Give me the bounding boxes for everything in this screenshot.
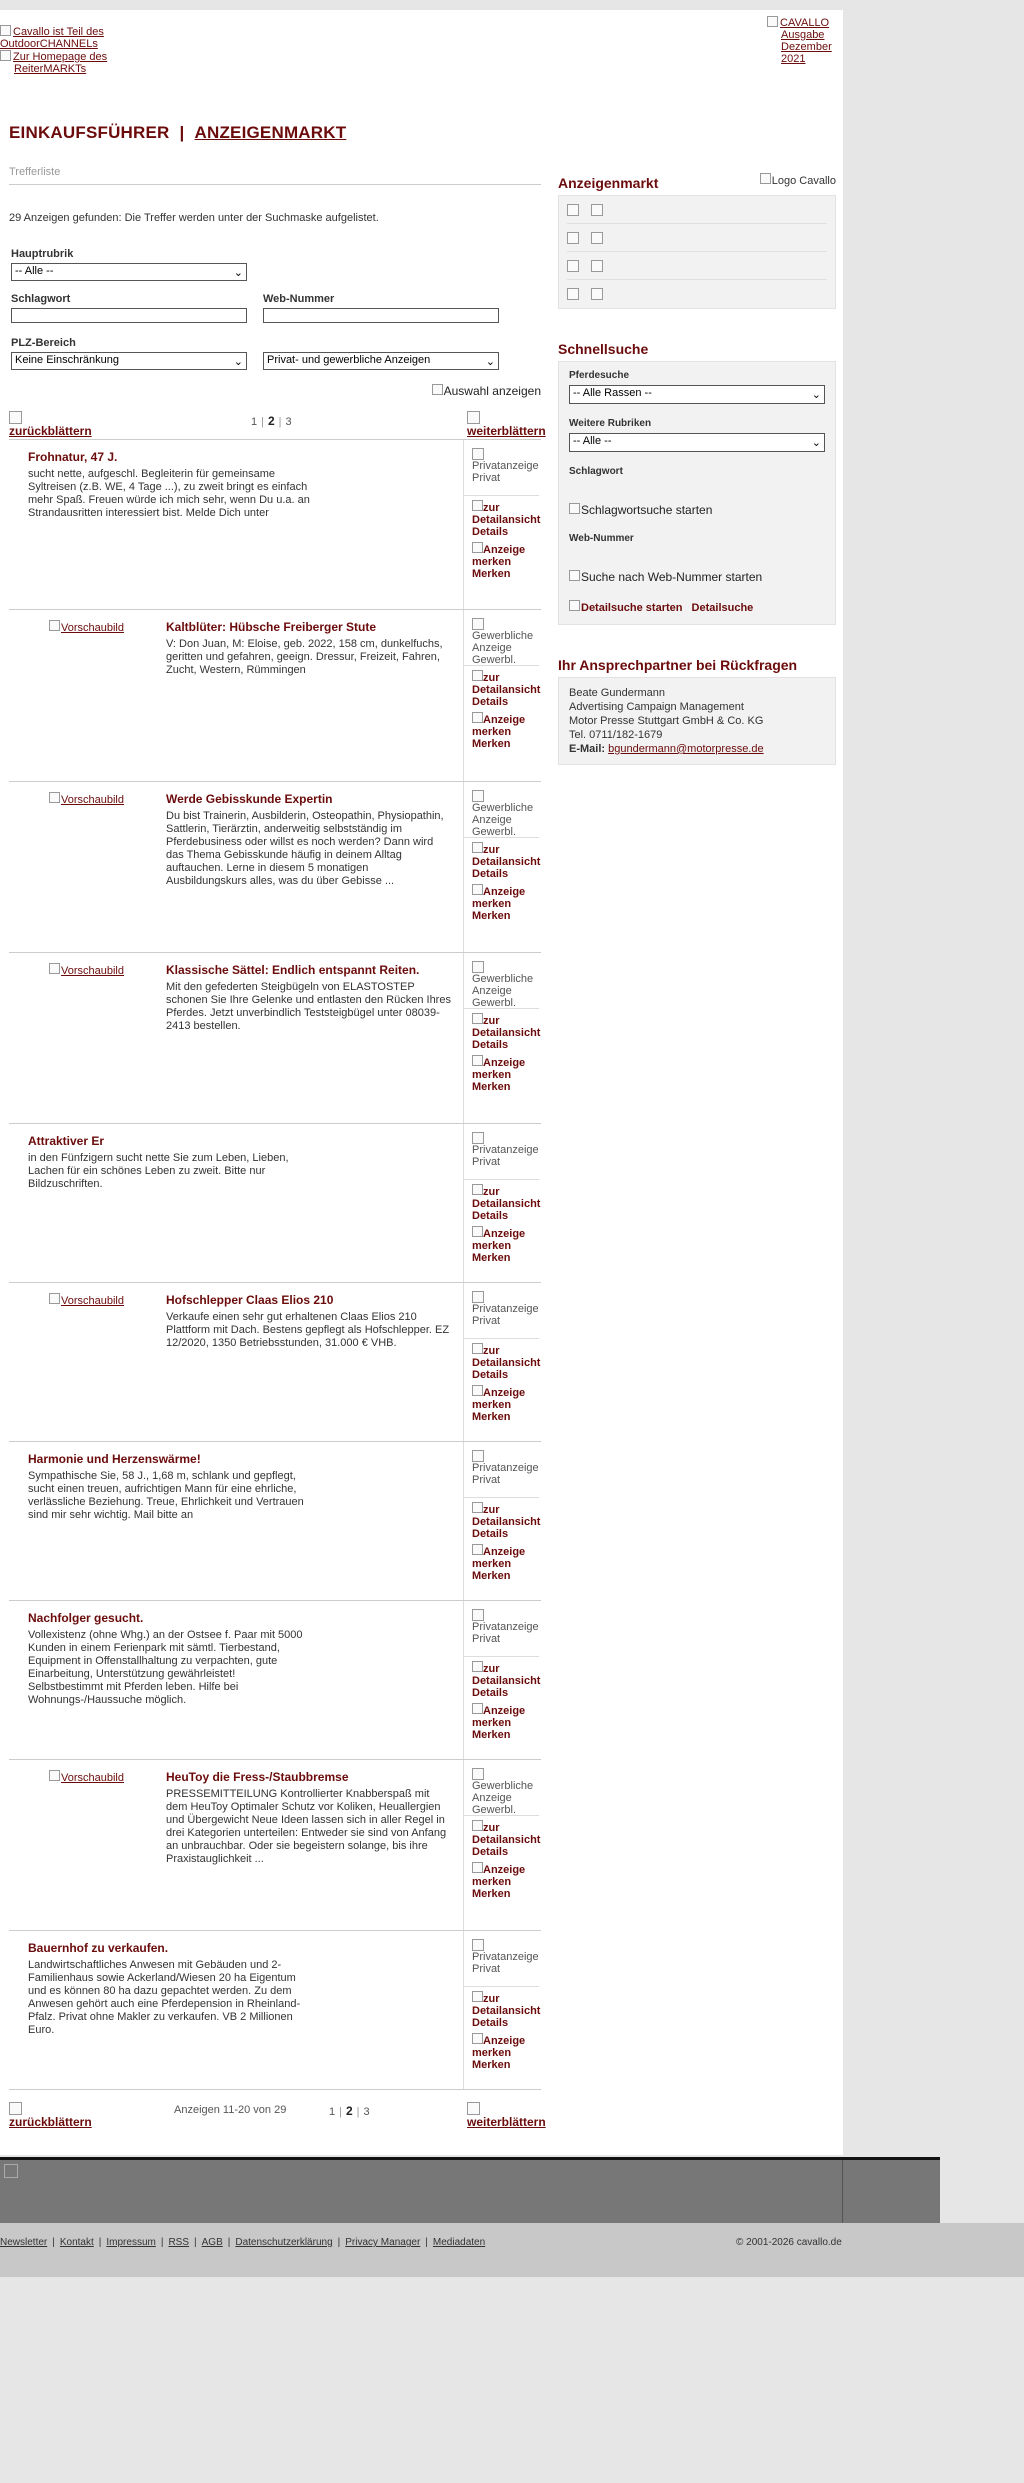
merken-link-label: Anzeige merken <box>472 886 526 910</box>
list-item <box>9 1930 541 2089</box>
issue-link[interactable]: CAVALLO Ausgabe Dezember 2021 <box>767 16 839 65</box>
pferdesuche-value: -- Alle Rassen -- <box>573 387 652 399</box>
schnellsuche-title: Schnellsuche <box>558 341 649 357</box>
listing-title[interactable]: Nachfolger gesucht. <box>28 1611 144 1625</box>
merken-link[interactable] <box>464 1222 539 1264</box>
listing-text: Verkaufe einen sehr gut erhaltenen Claas Elios 210 Plattform mit Dach. Bestens gepflegt als Hofschlepper. EZ 12/2020, 1350 Betriebsstunden, 31.000 € VHB. <box>166 1311 450 1349</box>
chevron-down-icon: ⌄ <box>233 356 243 368</box>
list-item <box>9 952 541 1123</box>
image-icon <box>567 288 579 300</box>
listing-text: sucht nette, aufgeschl. Begleiterin für gemeinsame Syltreisen (z.B. WE, 4 Tage ...), zu zweit bringt es einfach mehr Spaß. Freuen würde ich mich sehr, wenn Du u.a. an Strandausritten interessiert bist. Melde Dich unter <box>28 468 310 519</box>
list-item <box>9 1600 541 1759</box>
list-item <box>9 1759 541 1930</box>
pferdesuche-select[interactable] <box>569 385 825 404</box>
detail-link-text: Details <box>472 526 509 538</box>
listing-type: Gewerbliche Anzeige Gewerbl. <box>464 610 539 666</box>
listing-body <box>166 792 451 888</box>
header-links <box>0 25 120 75</box>
footer-link[interactable]: AGB <box>201 2237 223 2248</box>
detailsuche-row <box>569 600 825 614</box>
image-icon <box>591 288 603 300</box>
merken-link-text: Merken <box>472 1411 511 1423</box>
merken-link-text: Merken <box>472 1081 511 1093</box>
footer-link[interactable]: Kontakt <box>59 2237 94 2248</box>
listing-text: V: Don Juan, M: Eloise, geb. 2022, 158 cm, dunkelfuchs, geritten und gefahren, geeign. Dressur, Freizeit, Fahren, Zucht, Western, Rümmingen <box>166 638 443 676</box>
next-page-button[interactable]: weiterblättern <box>467 411 546 438</box>
detail-link[interactable] <box>464 1657 539 1699</box>
schlagwort-label: Schlagwort <box>11 293 71 305</box>
listing-title[interactable]: Werde Gebisskunde Expertin <box>166 792 333 806</box>
page-separator: | <box>339 2106 342 2118</box>
list-item <box>9 1123 541 1282</box>
footer-separator: | <box>425 2237 428 2248</box>
issue-cover <box>767 16 837 65</box>
anzeigenmarkt-title <box>558 175 836 191</box>
detail-link-label: zur Detailansicht <box>472 1186 541 1210</box>
footer-link[interactable]: RSS <box>168 2237 190 2248</box>
listing-type: Gewerbliche Anzeige Gewerbl. <box>464 953 539 1009</box>
page-2-current: 2 <box>345 2104 353 2118</box>
hauptrubrik-label: Hauptrubrik <box>11 248 74 260</box>
detail-link-label: zur Detailansicht <box>472 672 541 696</box>
footer-link[interactable]: Privacy Manager <box>345 2237 421 2248</box>
detail-link-text: Details <box>472 2017 509 2029</box>
listing-type: Privatanzeige Privat <box>464 1124 539 1180</box>
listing-body <box>28 1611 313 1707</box>
anzeigenmarkt-heading: Anzeigenmarkt <box>558 175 659 191</box>
listing-text: Landwirtschaftliches Anwesen mit Gebäuden und 2-Familienhaus sowie Ackerland/Wiesen 20 ha Eigentum und es können 80 ha dazu gepachtet werden. Zu dem Anwesen gehört auch eine Pferdepension in Rheinland-Pfalz. Privat ohne Makler zu verkaufen. VB 2 Millionen Euro. <box>28 1959 301 2036</box>
footer-separator: | <box>337 2237 341 2248</box>
nav-einkaufsfuehrer[interactable]: EINKAUFSFÜHRER <box>9 123 170 142</box>
listing-title[interactable]: Klassische Sättel: Endlich entspannt Reiten. <box>166 963 420 977</box>
chevron-down-icon: ⌄ <box>811 389 821 401</box>
detail-link-label: zur Detailansicht <box>472 1504 541 1528</box>
listing-body <box>28 1452 313 1522</box>
footer <box>0 2223 1024 2277</box>
detail-link-label: zur Detailansicht <box>472 1345 541 1369</box>
pager-bottom <box>9 2089 546 2133</box>
thumbnail-link[interactable]: Vorschaubild <box>49 792 124 806</box>
contact-email-link[interactable]: bgundermann@motorpresse.de <box>608 743 764 755</box>
contact-box <box>558 677 836 765</box>
schlagwortsuche-button[interactable]: Schlagwortsuche starten <box>569 503 825 517</box>
listing-actions <box>463 440 539 609</box>
detailsuche-button[interactable]: Detailsuche starten <box>569 602 682 614</box>
results-range: Anzeigen 11-20 von 29 <box>174 2104 287 2116</box>
detail-link[interactable] <box>464 1987 539 2029</box>
listing-actions <box>463 1601 539 1759</box>
listing-type: Privatanzeige Privat <box>464 1931 539 1987</box>
listing-body <box>166 620 451 677</box>
nav-anzeigenmarkt[interactable]: ANZEIGENMARKT <box>194 123 347 142</box>
listing-title[interactable]: Hofschlepper Claas Elios 210 <box>166 1293 334 1307</box>
detail-link-text: Details <box>472 1687 509 1699</box>
footer-image <box>0 2160 843 2223</box>
chevron-down-icon: ⌄ <box>485 356 495 368</box>
listing-actions <box>463 953 539 1123</box>
hauptrubrik-value: -- Alle -- <box>15 265 54 277</box>
outdoor-channel-link[interactable]: Cavallo ist Teil des OutdoorCHANNELs <box>0 25 120 50</box>
footer-separator: | <box>194 2237 197 2248</box>
list-item <box>9 439 541 609</box>
contact-tel: Tel. 0711/182-1679 <box>569 729 663 741</box>
listing-body <box>166 1770 451 1866</box>
page-numbers <box>329 2104 370 2118</box>
schlagwort-input[interactable] <box>11 308 247 323</box>
page-numbers <box>251 414 292 428</box>
webnummer-input[interactable] <box>263 308 499 323</box>
listing-type: Privatanzeige Privat <box>464 1601 539 1657</box>
breadcrumb: Trefferliste <box>9 166 541 185</box>
listing-title[interactable]: Attraktiver Er <box>28 1134 105 1148</box>
detail-link-label: zur Detailansicht <box>472 502 541 526</box>
merken-link[interactable] <box>464 1699 539 1741</box>
page-separator: | <box>356 2106 360 2118</box>
image-icon <box>591 204 603 216</box>
listing-title[interactable]: Frohnatur, 47 J. <box>28 450 118 464</box>
chevron-down-icon: ⌄ <box>811 437 821 449</box>
listing-body <box>28 1941 313 2037</box>
footer-separator: | <box>52 2237 55 2248</box>
image-icon <box>591 260 603 272</box>
detail-link[interactable] <box>464 1009 539 1051</box>
merken-link-text: Merken <box>472 1570 511 1582</box>
contact-role: Advertising Campaign Management <box>569 701 744 713</box>
footer-link[interactable]: Datenschutzerklärung <box>235 2237 333 2248</box>
listing-text: PRESSEMITTEILUNG Kontrollierter Knabberspaß mit dem HeuToy Optimaler Schutz vor Koliken, Heuallergien und Übergewicht Neue Ideen lassen sich in aller Regel in drei Kategorien unterteilen: Entweder sie sind von Anfang an unbrauchbar. Oder sie begeistern solange, bis ihre Praxistauglichkeit ... <box>166 1788 447 1865</box>
page-1-link[interactable]: 1 <box>329 2106 336 2118</box>
merken-link-label: Anzeige merken <box>472 1228 526 1252</box>
page-separator: | <box>261 416 264 428</box>
merken-link-label: Anzeige merken <box>472 1387 526 1411</box>
footer-separator: | <box>160 2237 164 2248</box>
page-container <box>0 10 843 2155</box>
plz-label: PLZ-Bereich <box>11 337 76 349</box>
footer-separator: | <box>98 2237 102 2248</box>
merken-link[interactable] <box>464 1858 539 1900</box>
merken-link-label: Anzeige merken <box>472 1057 526 1081</box>
anzeigenmarkt-box <box>558 195 836 309</box>
chevron-down-icon: ⌄ <box>233 267 243 279</box>
contact-company: Motor Presse Stuttgart GmbH & Co. KG <box>569 715 764 727</box>
next-page-button[interactable]: weiterblättern <box>467 2102 546 2129</box>
anzeigentyp-value: Privat- und gewerbliche Anzeigen <box>267 354 431 366</box>
listing-actions <box>463 610 539 781</box>
listing-body <box>28 450 313 520</box>
footer-link[interactable]: Impressum <box>106 2237 156 2248</box>
rubriken-label: Weitere Rubriken <box>569 418 652 429</box>
copyright: © 2001-2026 cavallo.de <box>736 2237 842 2248</box>
auswahl-anzeigen-button[interactable]: Auswahl anzeigen <box>432 384 541 398</box>
nav-separator: | <box>179 123 185 142</box>
page-3-link[interactable]: 3 <box>363 2106 370 2118</box>
prev-page-button[interactable]: zurückblättern <box>9 411 92 438</box>
footer-links <box>0 2237 485 2248</box>
listing-actions <box>463 1760 539 1930</box>
pferdesuche-label: Pferdesuche <box>569 370 630 381</box>
merken-link[interactable] <box>464 708 539 750</box>
listing-body <box>166 963 451 1033</box>
merken-link-label: Anzeige merken <box>472 544 526 568</box>
detail-link-label: zur Detailansicht <box>472 1822 541 1846</box>
listing-actions <box>463 782 539 952</box>
footer-separator: | <box>227 2237 231 2248</box>
anzeigenmarkt-row[interactable] <box>567 280 827 308</box>
rubriken-select[interactable] <box>569 433 825 452</box>
merken-link-label: Anzeige merken <box>472 714 526 738</box>
listing-title[interactable]: Bauernhof zu verkaufen. <box>28 1941 169 1955</box>
schlagwort-label: Schlagwort <box>569 466 623 477</box>
detail-link-text: Details <box>472 1528 509 1540</box>
merken-link-label: Anzeige merken <box>472 1864 526 1888</box>
webnummer-label: Web-Nummer <box>263 293 335 305</box>
listing-actions <box>463 1442 539 1600</box>
sidebar <box>558 165 836 765</box>
hauptrubrik-select[interactable] <box>11 263 247 281</box>
detail-link[interactable] <box>464 838 539 880</box>
listing-actions <box>463 1124 539 1282</box>
thumbnail-link[interactable]: Vorschaubild <box>49 1770 124 1784</box>
detail-link[interactable] <box>464 1180 539 1222</box>
listing-text: Vollexistenz (ohne Whg.) an der Ostsee f. Paar mit 5000 Kunden in einem Ferienpark mit sämtl. Tierbestand, Equipment in Offenstallhaltung zu verpachten, gute Einarbeitung, Unterstützung gewährleistet! Selbstbestimmt mit Pferden leben. Hilfe bei Wohnungs-/Haussuche möglich. <box>28 1629 303 1706</box>
listing-text: Sympathische Sie, 58 J., 1,68 m, schlank und gepflegt, sucht einen treuen, aufrichtigen Mann für eine ehrliche, verlässliche Beziehung. Treue, Ehrlichkeit und Vertrauen sind mir sehr wichtig. Mail bitte an <box>28 1470 304 1521</box>
listing-actions <box>463 1283 539 1441</box>
image-icon <box>567 232 579 244</box>
schnellsuche-box <box>558 361 836 625</box>
page-1-link[interactable]: 1 <box>251 416 258 428</box>
thumbnail-link[interactable]: Vorschaubild <box>49 620 124 634</box>
thumbnail-link[interactable]: Vorschaubild <box>49 963 124 977</box>
listing-type: Privatanzeige Privat <box>464 1442 539 1498</box>
plz-select[interactable] <box>11 352 247 370</box>
merken-link[interactable] <box>464 1051 539 1093</box>
listing-title[interactable]: Harmonie und Herzenswärme! <box>28 1452 201 1466</box>
anzeigenmarkt-row[interactable] <box>567 252 827 280</box>
page-3-link[interactable]: 3 <box>285 416 292 428</box>
page-2-current: 2 <box>267 414 275 428</box>
listing-type: Gewerbliche Anzeige Gewerbl. <box>464 782 539 838</box>
top-strip <box>0 0 1024 10</box>
webnummersuche-button[interactable]: Suche nach Web-Nummer starten <box>569 570 825 584</box>
merken-link-label: Anzeige merken <box>472 1546 526 1570</box>
listing-text: Du bist Trainerin, Ausbilderin, Osteopathin, Physiopathin, Sattlerin, Tierärztin, anderweitig selbstständig im Pferdebusiness oder willst es noch werden? Dann wird das Thema Gebisskunde häufig in deinem Alltag auftauchen. Lerne in diesem 5 monatigen Ausbildungskurs alles, was du über Gebisse ... <box>166 810 444 887</box>
image-icon <box>567 204 579 216</box>
page-separator: | <box>278 416 282 428</box>
merken-link-text: Merken <box>472 1729 511 1741</box>
footer-link[interactable]: Newsletter <box>0 2237 48 2248</box>
image-icon <box>591 232 603 244</box>
merken-link-text: Merken <box>472 738 511 750</box>
merken-link[interactable] <box>464 880 539 922</box>
footer-link[interactable]: Mediadaten <box>432 2237 486 2248</box>
results-column <box>9 166 546 2133</box>
pager-top <box>9 411 546 439</box>
listing-type: Privatanzeige Privat <box>464 440 539 496</box>
listing-body <box>166 1293 451 1350</box>
merken-link-text: Merken <box>472 1252 511 1264</box>
list-item <box>9 781 541 952</box>
listings <box>9 439 541 2089</box>
plz-value: Keine Einschränkung <box>15 354 119 366</box>
results-count: 29 Anzeigen gefunden: Die Treffer werden unter der Suchmaske aufgelistet. <box>9 212 379 224</box>
listing-title[interactable]: HeuToy die Fress-/Staubbremse <box>166 1770 349 1784</box>
detail-link[interactable] <box>464 666 539 708</box>
anzeigenmarkt-row[interactable] <box>567 196 827 224</box>
detail-link-label: zur Detailansicht <box>472 1663 541 1687</box>
search-form <box>9 248 541 403</box>
detail-link-label: zur Detailansicht <box>472 1015 541 1039</box>
merken-link[interactable] <box>464 1381 539 1423</box>
thumbnail-link[interactable]: Vorschaubild <box>49 1293 124 1307</box>
rubriken-value: -- Alle -- <box>573 435 612 447</box>
footer-banner <box>0 2157 940 2223</box>
listing-actions <box>463 1931 539 2089</box>
anzeigentyp-select[interactable] <box>263 352 499 370</box>
list-item <box>9 609 541 781</box>
detail-link-text: Details <box>472 1846 509 1858</box>
merken-link-text: Merken <box>472 1888 511 1900</box>
detail-link[interactable] <box>464 1816 539 1858</box>
list-item <box>9 1441 541 1600</box>
detail-link-text: Details <box>472 1039 509 1051</box>
detailsuche-link[interactable]: Detailsuche <box>691 602 754 614</box>
contact-title: Ihr Ansprechpartner bei Rückfragen <box>558 657 798 673</box>
listing-type: Gewerbliche Anzeige Gewerbl. <box>464 1760 539 1816</box>
listing-text: in den Fünfzigern sucht nette Sie zum Leben, Lieben, Lachen für ein schönes Leben zu zweit. Bitte nur Bildzuschriften. <box>28 1152 289 1190</box>
merken-link[interactable] <box>464 538 539 580</box>
contact-email-label: E-Mail: <box>569 743 606 755</box>
anzeigenmarkt-row[interactable] <box>567 224 827 252</box>
detail-link[interactable] <box>464 1498 539 1540</box>
detail-link-text: Details <box>472 868 509 880</box>
webnummer-label: Web-Nummer <box>569 533 634 544</box>
merken-link-text: Merken <box>472 910 511 922</box>
detail-link[interactable] <box>464 496 539 538</box>
merken-link[interactable] <box>464 2029 539 2071</box>
cavallo-logo: Logo Cavallo <box>760 173 836 187</box>
detail-link-label: zur Detailansicht <box>472 844 541 868</box>
prev-page-button[interactable]: zurückblättern <box>9 2102 92 2129</box>
merken-link-text: Merken <box>472 568 511 580</box>
detail-link[interactable] <box>464 1339 539 1381</box>
merken-link-text: Merken <box>472 2059 511 2071</box>
listing-type: Privatanzeige Privat <box>464 1283 539 1339</box>
merken-link[interactable] <box>464 1540 539 1582</box>
listing-body <box>28 1134 313 1191</box>
detail-link-label: zur Detailansicht <box>472 1993 541 2017</box>
list-item <box>9 1282 541 1441</box>
main-nav <box>9 123 346 143</box>
merken-link-label: Anzeige merken <box>472 1705 526 1729</box>
image-icon <box>567 260 579 272</box>
detail-link-text: Details <box>472 1210 509 1222</box>
detail-link-text: Details <box>472 696 509 708</box>
merken-link-label: Anzeige merken <box>472 2035 526 2059</box>
listing-text: Mit den gefederten Steigbügeln von ELASTOSTEP schonen Sie Ihre Gelenke und entlasten den Rücken Ihres Pferdes. Jetzt unverbindlich Teststeigbügel unter 08039-2413 bestellen. <box>166 981 451 1032</box>
listing-title[interactable]: Kaltblüter: Hübsche Freiberger Stute <box>166 620 377 634</box>
reitermarkt-link[interactable]: Zur Homepage des ReiterMARKTs <box>0 50 120 75</box>
detail-link-text: Details <box>472 1369 509 1381</box>
contact-name: Beate Gundermann <box>569 687 666 699</box>
